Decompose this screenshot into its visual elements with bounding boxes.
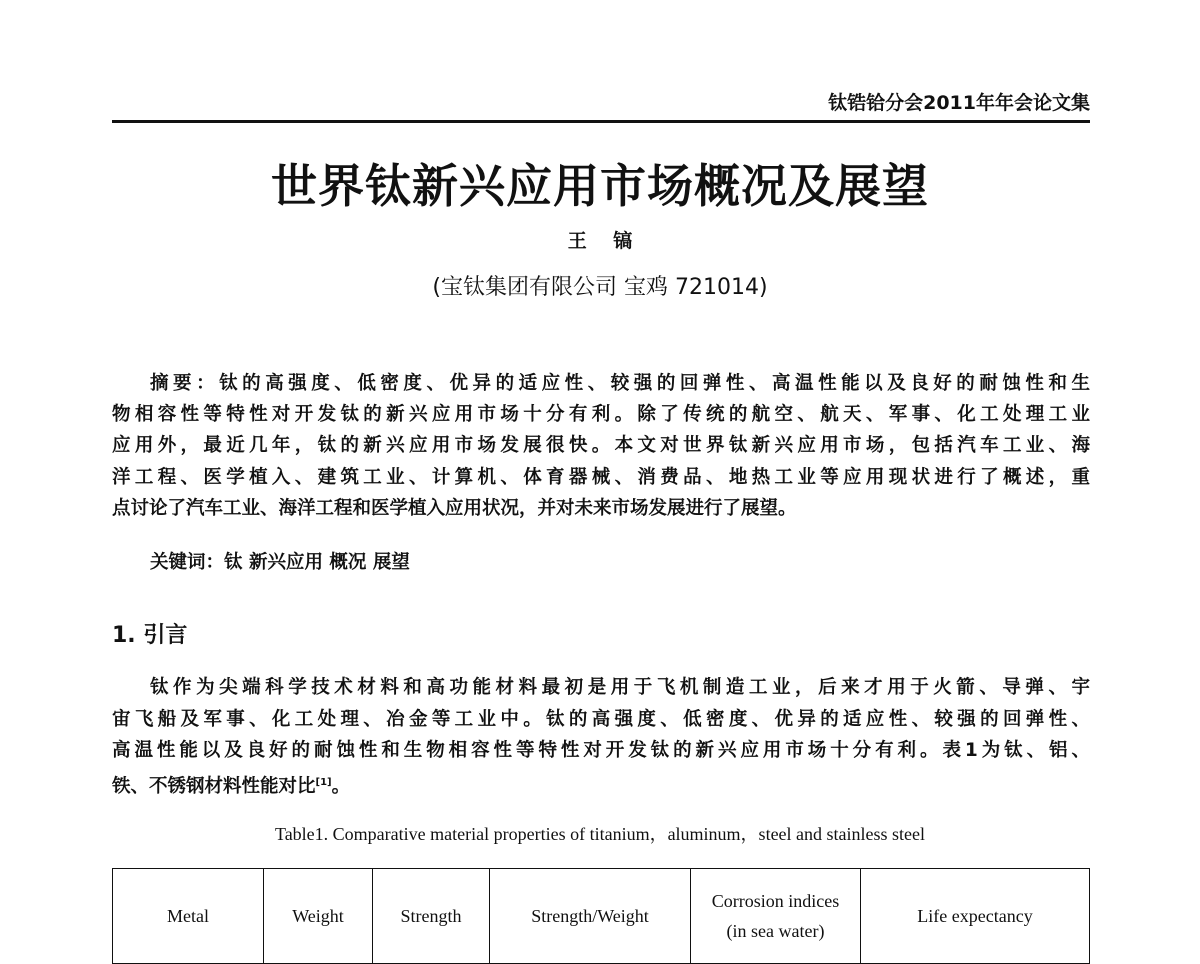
running-header: 钛锆铪分会2011年年会论文集 bbox=[828, 92, 1090, 114]
header-metal: Metal bbox=[113, 869, 264, 964]
abstract-line: 洋工程、医学植入、建筑工业、计算机、体育器械、消费品、地热工业等应用现状进行了概述，重 bbox=[112, 467, 1090, 488]
body-line: 铁、不锈钢材料性能对比[1]。 bbox=[112, 776, 351, 798]
abstract-label: 摘要： bbox=[150, 373, 220, 394]
body-line: 高温性能以及良好的耐蚀性和生物相容性等特性对开发钛的新兴应用市场十分有利。表1为钛、铝、 bbox=[112, 740, 1090, 761]
header-rule bbox=[112, 120, 1090, 123]
header-weight: Weight bbox=[264, 869, 373, 964]
abstract-line: 点讨论了汽车工业、海洋工程和医学植入应用状况，并对未来市场发展进行了展望。 bbox=[112, 498, 797, 519]
paper-title: 世界钛新兴应用市场概况及展望 bbox=[271, 159, 929, 213]
header-strength: Strength bbox=[373, 869, 490, 964]
body-line: 钛作为尖端科学技术材料和高功能材料最初是用于飞机制造工业，后来才用于火箭、导弹、宇 bbox=[150, 677, 1090, 698]
material-properties-table bbox=[112, 868, 1090, 964]
body-line: 宙飞船及军事、化工处理、冶金等工业中。钛的高强度、低密度、优异的适应性、较强的回弹性、 bbox=[112, 709, 1090, 730]
section-heading: 1. 引言 bbox=[112, 623, 188, 648]
citation-ref[interactable]: [1] bbox=[315, 777, 332, 788]
table-header-row bbox=[113, 869, 1090, 964]
table-caption: Table1. Comparative material properties of titanium，aluminum，steel and stainless steel bbox=[274, 824, 926, 844]
abstract-line: 应用外，最近几年，钛的新兴应用市场发展很快。本文对世界钛新兴应用市场，包括汽车工业、海 bbox=[112, 435, 1090, 456]
abstract-line: 摘要：钛的高强度、低密度、优异的适应性、较强的回弹性、高温性能以及良好的耐蚀性和生 bbox=[150, 373, 1090, 394]
keywords-label: 关键词： bbox=[150, 552, 225, 573]
header-corrosion-indices: Corrosion indices (in sea water) bbox=[691, 869, 861, 964]
keywords: 关键词：钛 新兴应用 概况 展望 bbox=[150, 552, 410, 573]
affiliation: (宝钛集团有限公司 宝鸡 721014) bbox=[432, 275, 768, 300]
header-strength-weight: Strength/Weight bbox=[490, 869, 691, 964]
header-life-expectancy: Life expectancy bbox=[861, 869, 1090, 964]
author: 王 镐 bbox=[567, 230, 633, 252]
abstract-line: 物相容性等特性对开发钛的新兴应用市场十分有利。除了传统的航空、航天、军事、化工处理工业 bbox=[112, 404, 1090, 425]
